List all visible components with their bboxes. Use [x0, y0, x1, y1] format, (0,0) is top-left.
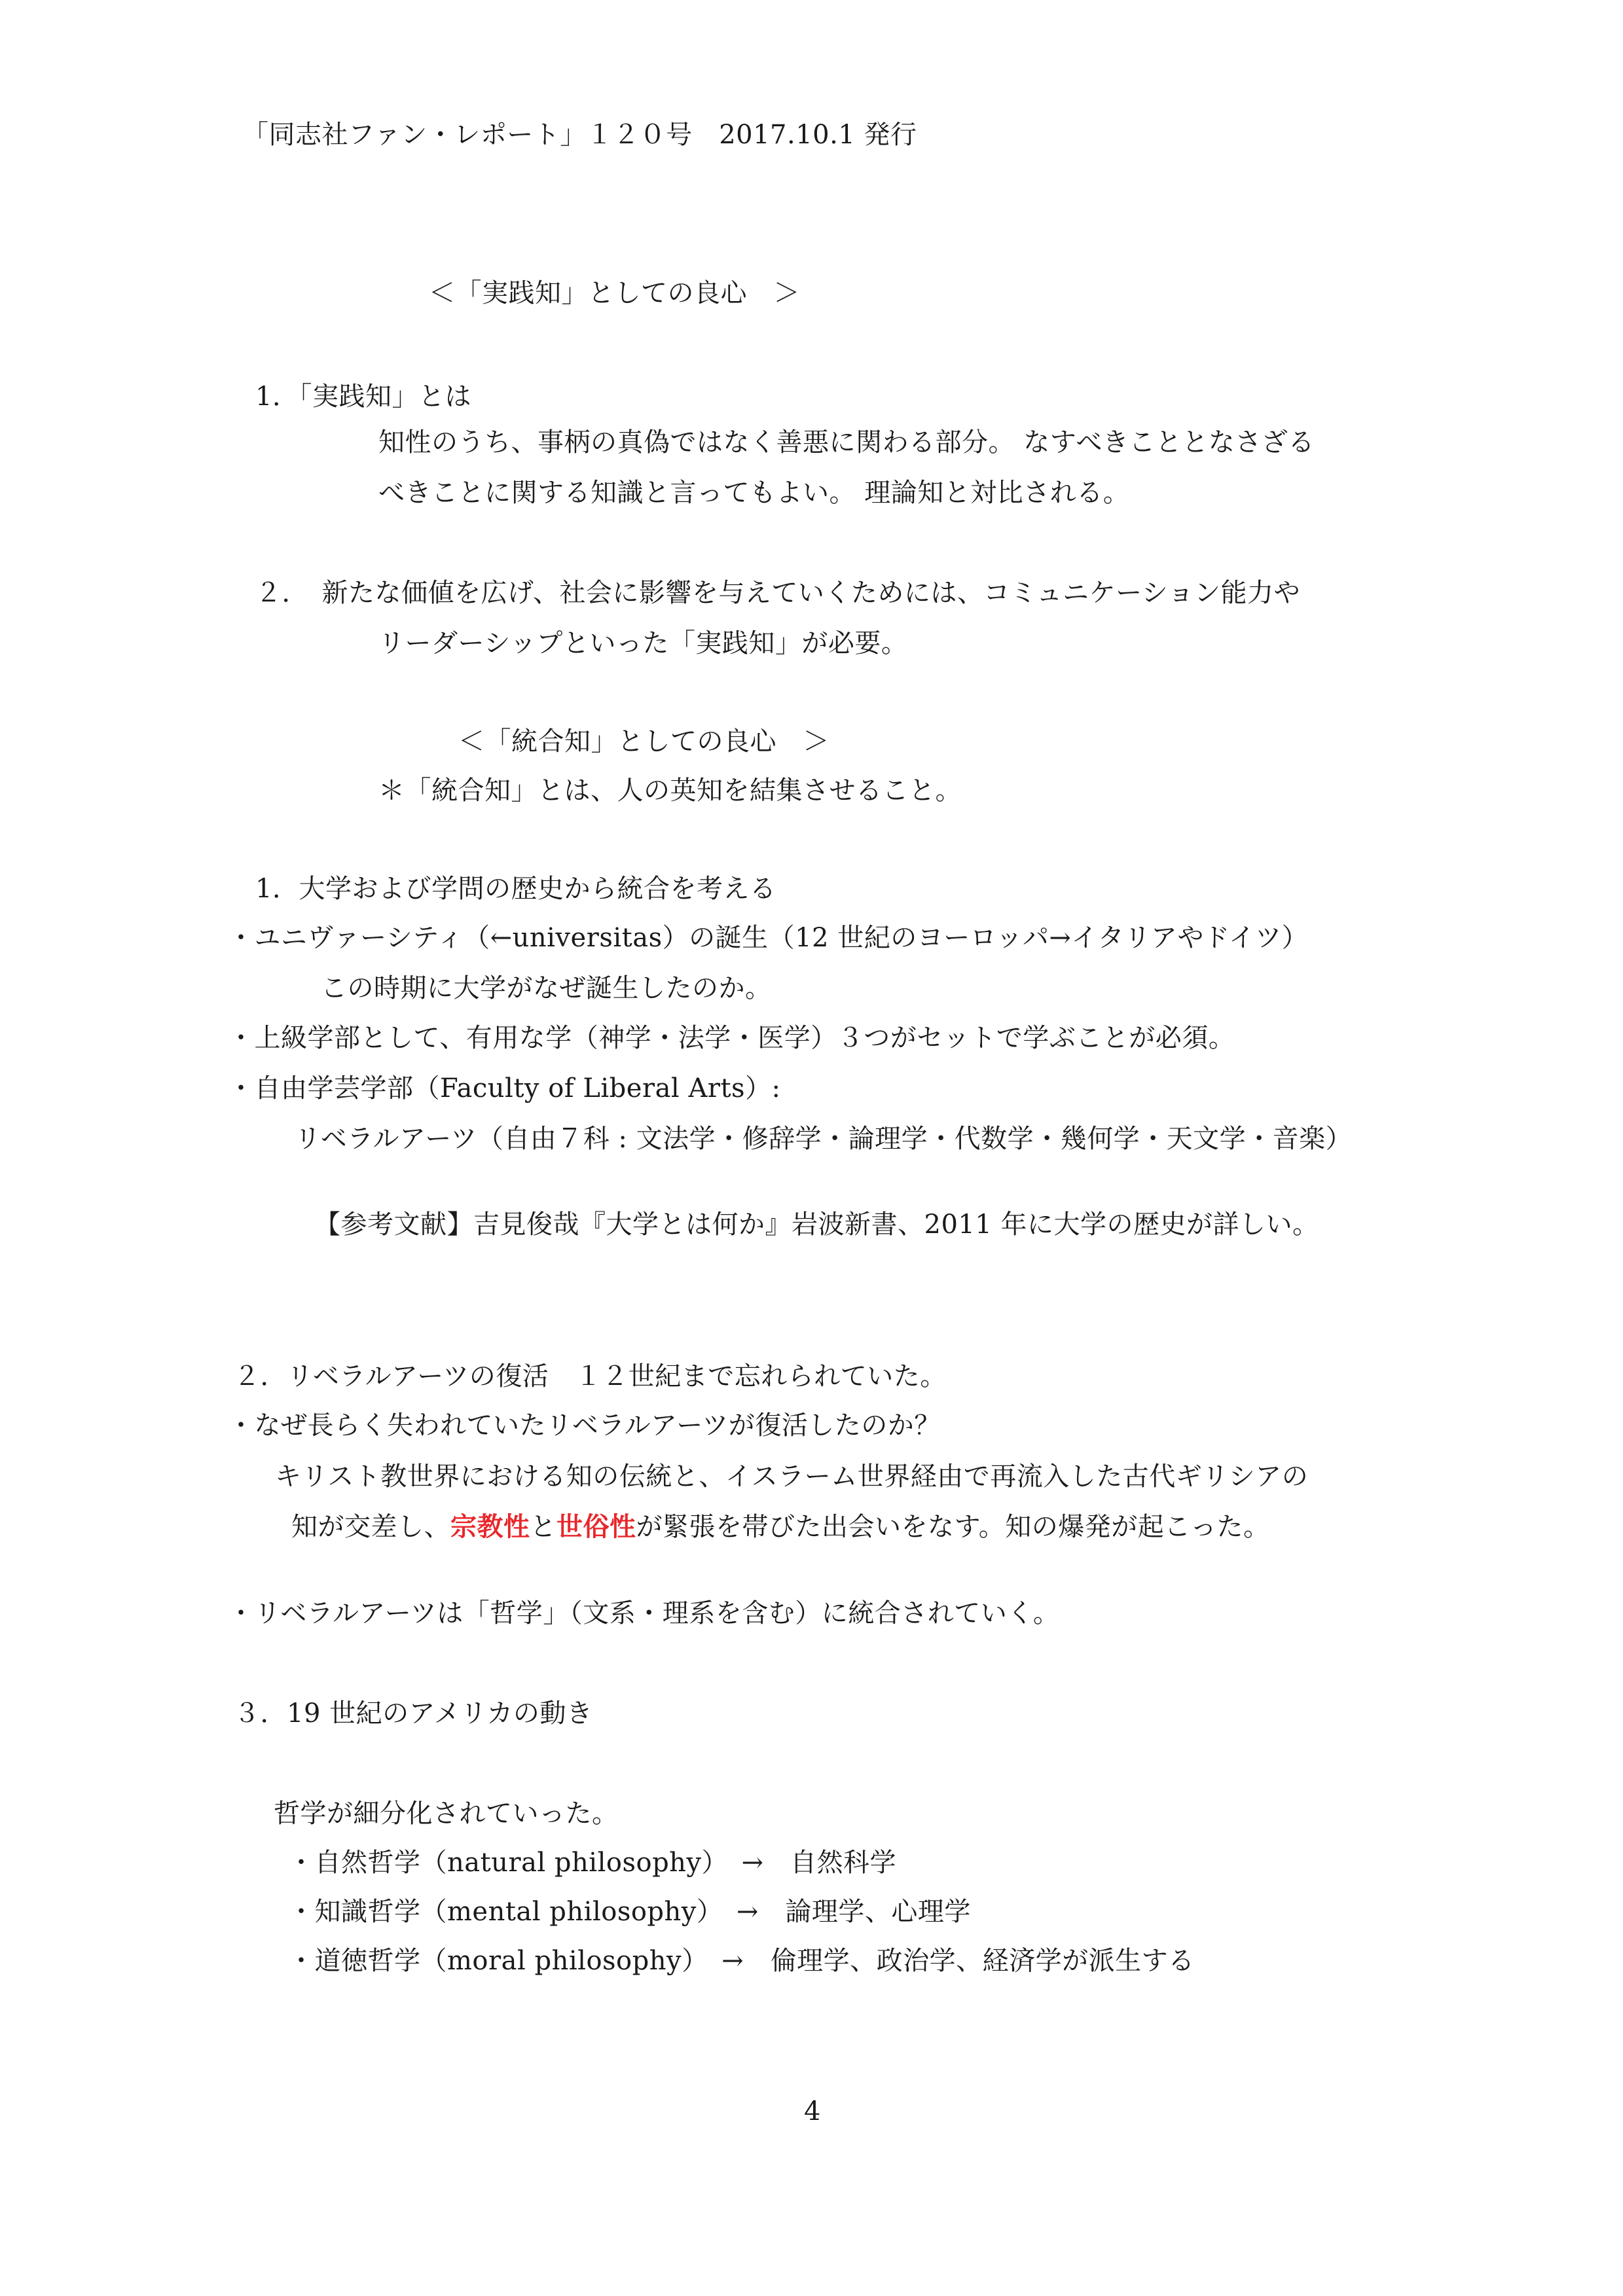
- integrated-point3-heading: ３．19 世紀のアメリカの動き: [234, 1698, 593, 1729]
- integrated-point1-bullet2: ・上級学部として、有用な学（神学・法学・医学）３つがセットで学ぶことが必須。: [228, 1023, 1235, 1053]
- philosophy-branch-moral: ・道徳哲学（moral philosophy） → 倫理学、政治学、経済学が派生する: [288, 1946, 1195, 1976]
- integrated-point1-bullet3-line1: ・自由学芸学部（Faculty of Liberal Arts）:: [228, 1073, 781, 1103]
- reference-citation: 【参考文献】吉見俊哉『大学とは何か』岩波新書、2011 年に大学の歴史が詳しい。: [314, 1210, 1319, 1240]
- integrated-point1-bullet3-line2: リベラルアーツ（自由７科 : 文法学・修辞学・論理学・代数学・幾何学・天文学・音楽）: [295, 1124, 1353, 1154]
- integrated-point2-heading: ２．リベラルアーツの復活 １２世紀まで忘れられていた。: [234, 1361, 947, 1391]
- body-text: が緊張を帯びた出会いをなす。知の爆発が起こった。: [636, 1512, 1270, 1542]
- practical-item2-line1: ２． 新たな価値を広げ、社会に影響を与えていくためには、コミュニケーション能力や: [255, 578, 1300, 608]
- section-title-practical-wisdom: ＜「実践知」としての良心 ＞: [429, 278, 800, 308]
- section-title-integrated-wisdom: ＜「統合知」としての良心 ＞: [458, 726, 830, 757]
- integrated-point3-intro: 哲学が細分化されていった。: [274, 1799, 619, 1829]
- page-number: 4: [804, 2096, 821, 2126]
- philosophy-branch-natural: ・自然哲学（natural philosophy） → 自然科学: [288, 1848, 897, 1878]
- integrated-point2-bullet2: ・リベラルアーツは「哲学」（文系・理系を含む）に統合されていく。: [228, 1598, 1060, 1628]
- highlight-secularity: 世俗性: [556, 1511, 636, 1542]
- practical-item1-body-line2: べきことに関する知識と言ってもよい。 理論知と対比される。: [378, 478, 1130, 508]
- integrated-point2-body-line2: [291, 1509, 1270, 1545]
- practical-item2-line2: リーダーシップといった「実践知」が必要。: [378, 628, 908, 658]
- highlight-religiosity: 宗教性: [450, 1511, 530, 1542]
- integrated-point1-heading: 1．大学および学問の歴史から統合を考える: [255, 874, 776, 904]
- integrated-point2-bullet1: ・なぜ長らく失われていたリベラルアーツが復活したのか？: [228, 1410, 941, 1441]
- practical-item1-heading: 1．「実践知」とは: [255, 382, 471, 412]
- philosophy-branch-mental: ・知識哲学（mental philosophy） → 論理学、心理学: [288, 1897, 971, 1927]
- body-text: 知が交差し、: [291, 1512, 450, 1542]
- integrated-definition-note: ＊「統合知」とは、人の英知を結集させること。: [378, 776, 962, 806]
- practical-item1-body-line1: 知性のうち、事柄の真偽ではなく善悪に関わる部分。 なすべきこととなさざる: [378, 427, 1315, 457]
- integrated-point1-bullet1-line1: ・ユニヴァーシティ（←universitas）の誕生（12 世紀のヨーロッパ→イタリアやドイツ）: [228, 923, 1309, 953]
- body-text: と: [530, 1512, 556, 1542]
- integrated-point2-body-line1: キリスト教世界における知の伝統と、イスラーム世界経由で再流入した古代ギリシアの: [275, 1462, 1309, 1492]
- integrated-point1-bullet1-line2: この時期に大学がなぜ誕生したのか。: [321, 973, 772, 1003]
- publication-header: 「同志社ファン・レポート」１２０号 2017.10.1 発行: [242, 120, 917, 150]
